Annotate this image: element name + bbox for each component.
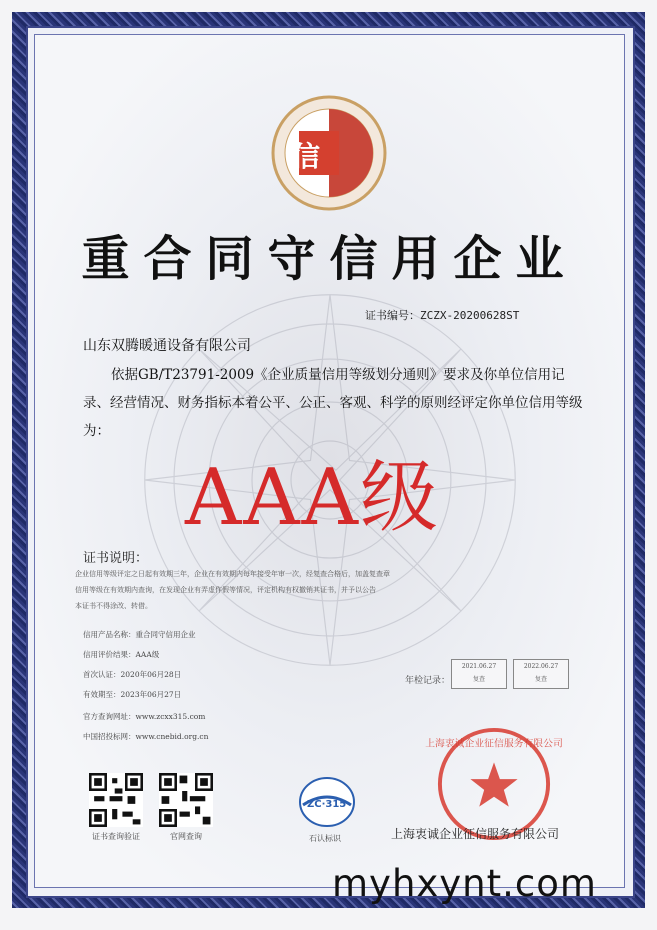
info-value: AAA级 [135,650,160,659]
annual-review-label: 年检记录： [405,676,451,686]
logo-caption: 石认标识 [309,834,341,843]
note-line: 信用等级在有效期内查询，在发现企业有弄虚作假等情况，评定机构有权撤销其证书，并予以公告 [75,586,376,594]
review-stamp-date: 2022.06.27 [523,663,559,670]
info-label: 中国招投标网： [83,732,136,741]
credit-grade: AAA级 [185,453,440,543]
note-line: 企业信用等级评定之日起有效期三年，企业在有效期内每年接受年审一次，经复查合格后，加盖复查章 [75,570,390,578]
certificate-body [34,34,625,888]
review-stamp-text: 复查 [472,676,485,683]
note-line: 本证书不得涂改、转借。 [75,602,152,610]
info-row [83,649,159,660]
info-row [83,629,196,640]
info-value: 2023年06月27日 [120,690,182,699]
issuing-organization: 上海衷诚企业征信服务有限公司 [391,827,560,841]
qr-block [89,773,143,842]
certificate-title: 重合同守信用企业 [81,231,578,287]
credit-seal-icon [269,93,389,213]
info-value: www.zcxx315.com [135,712,206,721]
qr-code-icon[interactable] [89,773,143,827]
info-label: 信用评价结果： [83,650,136,659]
info-label: 有效期至： [83,690,121,699]
basis-paragraph: 依据GB/T23791-2009《企业质量信用等级划分通则》要求及你单位信用记录、经营情况、财务指标本着公平、公正、客观、科学的原则经评定你单位信用等级为： [83,367,583,439]
info-row [83,711,205,722]
notes-title: 证书说明： [83,551,149,566]
info-label: 首次认证： [83,670,121,679]
certificate-number [365,307,519,323]
info-row [83,669,181,680]
site-watermark: myhxynt.com [332,862,597,905]
review-stamp [513,659,569,689]
zc315-logo-text: ZC·315 [307,799,347,810]
certificate-number-value: ZCZX-20200628ST [420,309,520,322]
seal-character: 信 [292,140,321,173]
qr-caption: 官网查询 [170,832,202,841]
review-stamp-date: 2021.06.27 [461,663,497,670]
qr-caption: 证书查询验证 [92,832,140,841]
review-stamp-text: 复查 [534,676,547,683]
review-stamp [451,659,507,689]
info-value: 2020年06月28日 [120,670,182,679]
info-value: www.cnebid.org.cn [135,732,209,741]
certificate-number-label: 证书编号： [365,309,420,322]
qr-block [159,773,213,842]
info-value: 重合同守信用企业 [135,630,196,639]
company-name: 山东双腾暖通设备有限公司 [83,338,251,354]
info-row [83,731,208,742]
info-row [83,689,181,700]
qr-code-icon[interactable] [159,773,213,827]
info-label: 官方查询网址： [83,712,136,721]
zc315-logo [297,775,357,833]
info-label: 信用产品名称： [83,630,136,639]
red-seal-text: 上海衷诚企业征信服务有限公司 [425,738,563,750]
